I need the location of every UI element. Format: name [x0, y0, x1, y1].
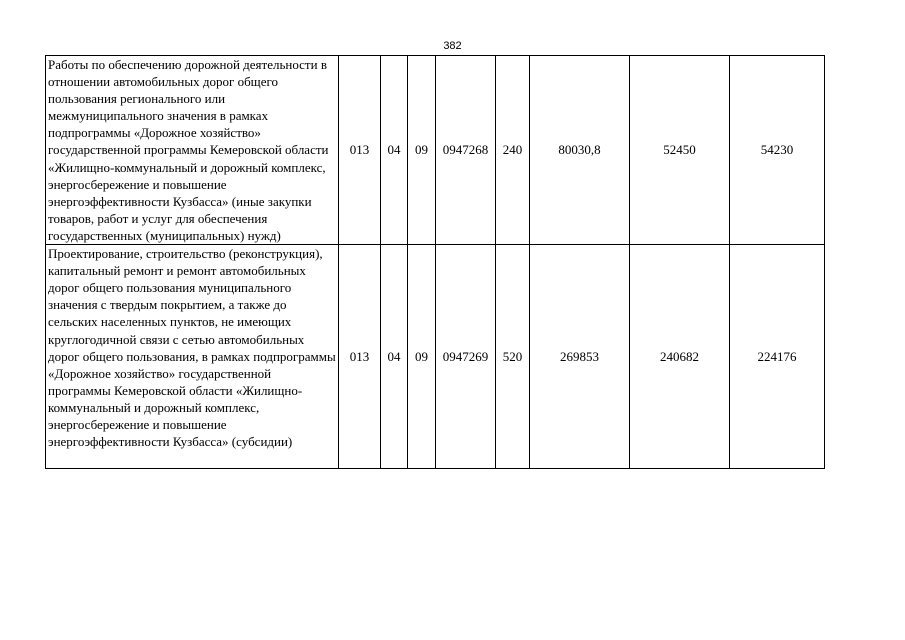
budget-table — [45, 55, 825, 469]
row-subsection-code: 09 — [408, 56, 436, 245]
table-row — [46, 245, 825, 469]
row-expense-type: 240 — [496, 56, 530, 245]
row-subsection-code: 09 — [408, 245, 436, 469]
row-expense-type: 520 — [496, 245, 530, 469]
row-amount-1: 80030,8 — [530, 56, 630, 245]
row-ministry-code: 013 — [339, 245, 381, 469]
row-ministry-code: 013 — [339, 56, 381, 245]
row-amount-3: 224176 — [730, 245, 825, 469]
row-description: Работы по обеспечению дорожной деятельности в отношении автомобильных дорог общего пользования регионального или межмуниципального значения в рамках подпрограммы «Дорожное хозяйство» государственной программы Кемеровской области «Жилищно-коммунальный и дорожный комплекс, энергосбережение и повышение энергоэффективности Кузбасса» (иные закупки товаров, работ и услуг для обеспечения государственных (муниципальных) нужд) — [46, 56, 339, 245]
row-target-article: 0947269 — [436, 245, 496, 469]
row-section-code: 04 — [381, 56, 408, 245]
row-amount-3: 54230 — [730, 56, 825, 245]
row-section-code: 04 — [381, 245, 408, 469]
row-amount-2: 240682 — [630, 245, 730, 469]
row-target-article: 0947268 — [436, 56, 496, 245]
table-row — [46, 56, 825, 245]
row-description: Проектирование, строительство (реконструкция), капитальный ремонт и ремонт автомобильных дорог общего пользования муниципального значения с твердым покрытием, а также до сельских населенных пунктов, не имеющих круглогодичной связи с сетью автомобильных дорог общего пользования, в рамках подпрограммы «Дорожное хозяйство» государственной программы Кемеровской области «Жилищно-коммунальный и дорожный комплекс, энергосбережение и повышение энергоэффективности Кузбасса» (субсидии) — [46, 245, 339, 469]
row-amount-2: 52450 — [630, 56, 730, 245]
row-amount-1: 269853 — [530, 245, 630, 469]
page-number: 382 — [443, 40, 462, 52]
